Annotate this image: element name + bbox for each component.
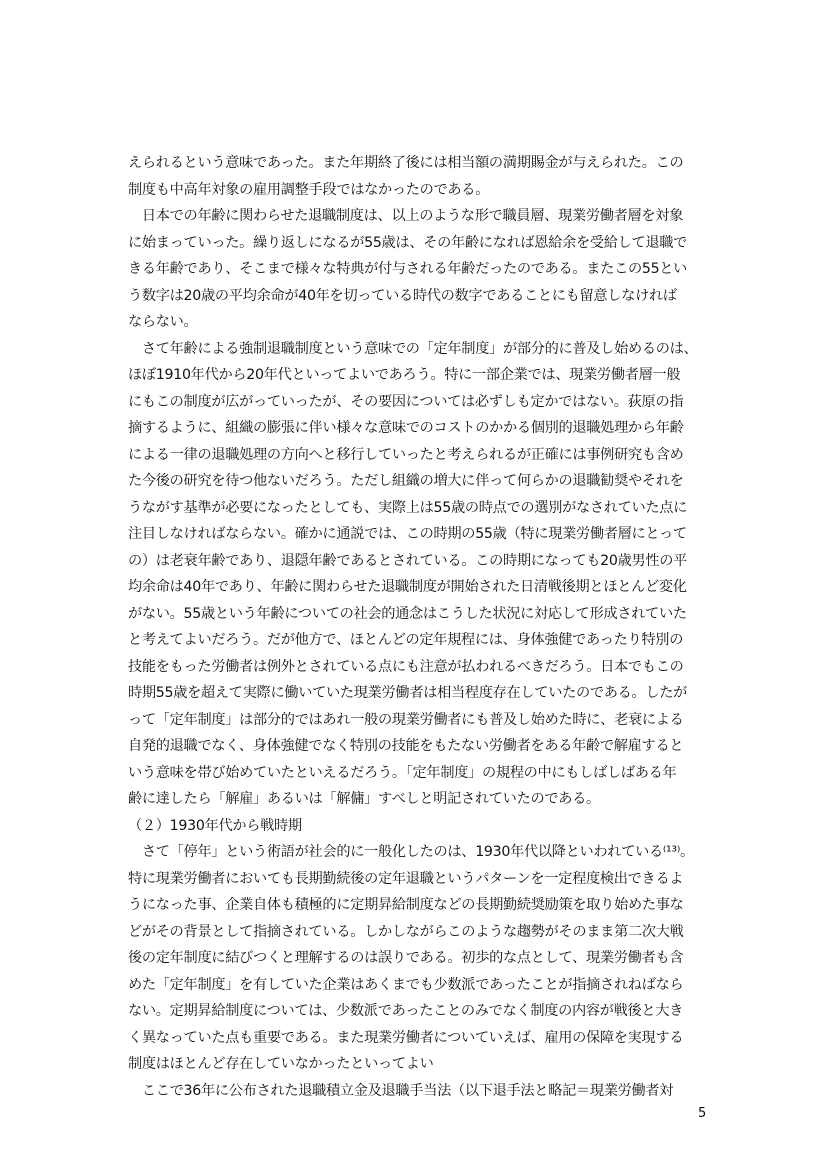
text-line: えられるという意味であった。また年期終了後には相当額の満期賜金が与えられた。この	[128, 155, 684, 171]
text-line: ない。定期昇給制度については、少数派であったことのみでなく制度の内容が戦後と大き	[128, 1003, 684, 1019]
text-line: さて年齢による強制退職制度という意味での「定年制度」が部分的に普及し始めるのは、	[128, 340, 698, 357]
text-line: にもこの制度が広がっていったが、その要因については必ずしも定かではない。荻原の指	[128, 393, 684, 410]
text-line: ほぼ1910年代から20年代といってよいであろう。特に一部企業では、現業労働者層一般	[128, 367, 681, 383]
text-line: 後の定年制度に結びつくと理解するのは誤りである。初歩的な点として、現業労働者も含	[128, 950, 684, 966]
text-line: ならない。	[128, 314, 198, 330]
text-line: 自発的退職でなく、身体強健でなく特別の技能をもたない労働者をある年齢で解雇すると	[128, 738, 684, 754]
text-line: 制度はほとんど存在していなかったといってよい	[128, 1056, 434, 1072]
text-line: さて「停年」という術語が社会的に一般化したのは、1930年代以降といわれている⁽¹³⁾。	[128, 844, 694, 860]
text-line: がない。55歳という年齢についての社会的通念はこうした状況に対応して形成されていた	[128, 605, 687, 622]
text-line: ここで36年に公布された退職積立金及退職手当法（以下退手法と略記＝現業労働者対	[128, 1082, 674, 1099]
text-line: による一律の退職処理の方向へと移行していったと考えられるが正確には事例研究も含め	[128, 446, 684, 463]
text-line: く異なっていた点も重要である。また現業労働者についていえば、雇用の保障を実現する	[128, 1029, 684, 1046]
text-line: って「定年制度」は部分的ではあれ一般の現業労働者にも普及し始めた時に、老衰による	[128, 711, 684, 728]
text-line: 摘するように、組織の膨張に伴い様々な意味でのコストのかかる個別的退職処理から年齢	[128, 420, 684, 436]
body-text	[128, 150, 704, 1104]
text-line: と考えてよいだろう。だが他方で、ほとんどの定年規程には、身体強健であったり特別の	[128, 632, 684, 648]
page-number: 5	[698, 1106, 707, 1121]
text-line: めた「定年制度」を有していた企業はあくまでも少数派であったことが指摘されねばなら	[128, 976, 684, 993]
section-heading: （２）1930年代から戦時期	[128, 817, 302, 834]
text-line: 均余命は40年であり、年齢に関わらせた退職制度が開始された日清戦後期とほとんど変化	[128, 579, 687, 595]
text-line: どがその背景として指摘されている。しかしながらこのような趨勢がそのまま第二次大戦	[128, 923, 684, 940]
text-line: 制度も中高年対象の雇用調整手段ではなかったのである。	[128, 181, 490, 198]
text-line: に始まっていった。繰り返しになるが55歳は、その年齢になれば恩給余を受給して退職で	[128, 234, 688, 251]
text-line: うながす基準が必要になったとしても、実際上は55歳の時点での選別がなされていた点に	[128, 499, 688, 516]
text-line: きる年齢であり、そこまで様々な特典が付与される年齢だったのである。またこの55とい	[128, 261, 688, 277]
text-line: 齢に達したら「解雇」あるいは「解傭」すべしと明記されていたのである。	[128, 791, 600, 807]
text-line: の）は老衰年齢であり、退隠年齢であるとされている。この時期になっても20歳男性の平	[128, 552, 688, 569]
text-line: うになった事、企業自体も積極的に定期昇給制度などの長期勤続奨励策を取り始めた事な	[128, 897, 684, 913]
text-line: いう意味を帯び始めていたといえるだろう。「定年制度」の規程の中にもしばしばある年	[128, 764, 677, 781]
text-line: 特に現業労働者においても長期勤続後の定年退職というパターンを一定程度検出できるよ	[128, 870, 684, 887]
text-line: 技能をもった労働者は例外とされている点にも注意が払われるべきだろう。日本でもこの	[128, 658, 684, 675]
text-line: う数字は20歳の平均余命が40年を切っている時代の数字であることにも留意しなければ	[128, 287, 677, 304]
text-line: 時期55歳を超えて実際に働いていた現業労働者は相当程度存在していたのである。したが	[128, 685, 688, 701]
text-line: 注目しなければならない。確かに通説では、この時期の55歳（特に現業労働者層にとって	[128, 526, 687, 542]
text-line: た今後の研究を待つ他ないだろう。ただし組織の増大に伴って何らかの退職勧奨やそれを	[128, 473, 684, 489]
text-line: 日本での年齢に関わらせた退職制度は、以上のような形で職員層、現業労働者層を対象	[128, 208, 684, 224]
